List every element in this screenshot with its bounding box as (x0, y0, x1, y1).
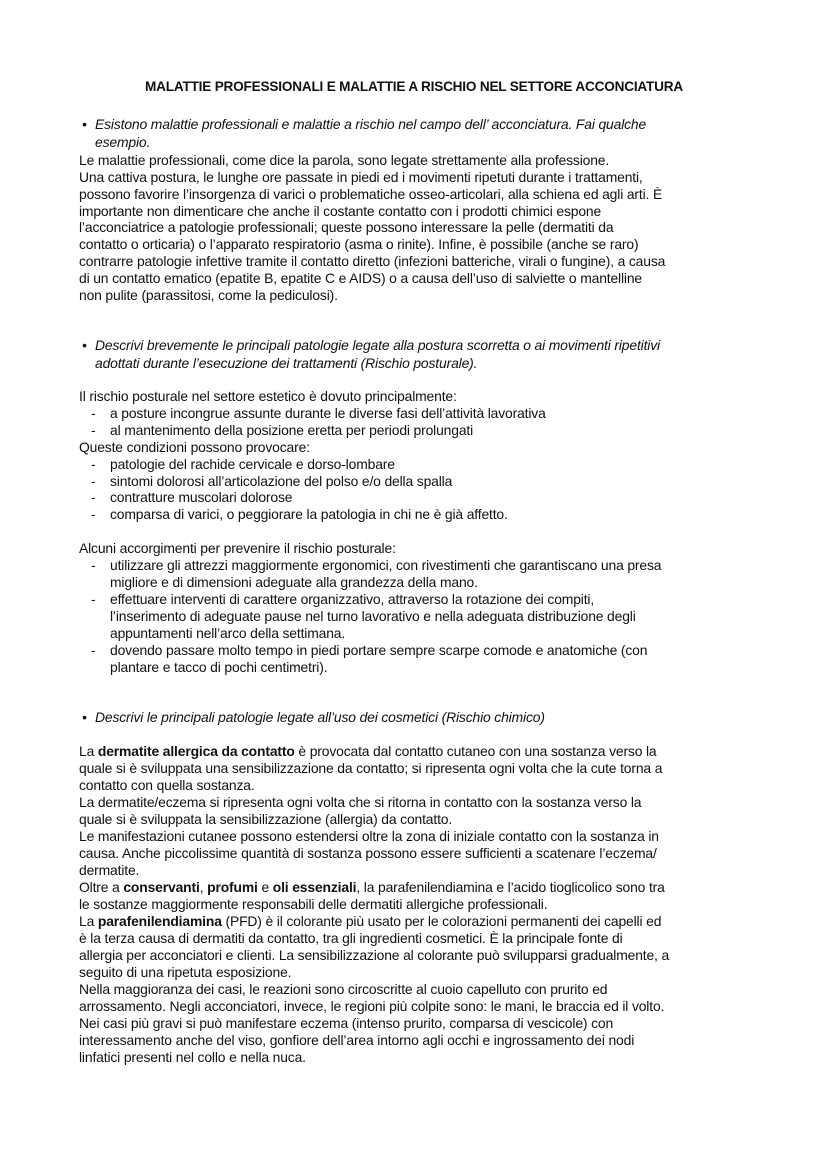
bold-term: conservanti (123, 879, 200, 895)
list-item-text: migliore e di dimensioni adeguate alla grandezza della mano. (110, 574, 478, 590)
paragraph-p3 (79, 540, 661, 676)
text-line (79, 913, 669, 930)
document-title: MALATTIE PROFESSIONALI E MALATTIE A RISCHIO NEL SETTORE ACCONCIATURA (145, 79, 683, 94)
paragraph-p2 (79, 388, 546, 523)
text-line (79, 811, 669, 828)
text-line (79, 473, 546, 490)
text-line (79, 998, 669, 1015)
dash-bullet-icon: - (91, 472, 96, 489)
text-line (79, 134, 646, 152)
list-item-text: contratture muscolari dolorose (110, 489, 293, 506)
bullet-icon: • (82, 337, 87, 353)
question-text: Descrivi brevemente le principali patologie legate alla postura scorretta o ai movimenti ripetitivi (95, 337, 660, 353)
paragraph-text: Queste condizioni possono provocare: (79, 438, 310, 455)
question-q2 (79, 337, 660, 372)
text-line (79, 879, 669, 896)
text-line (79, 405, 546, 422)
question-text: Esistono malattie professionali e malattie a rischio nel campo dell’ acconciatura. Fai qualche (95, 116, 647, 132)
text-segment: e (257, 879, 273, 895)
text-line (79, 947, 669, 964)
dash-bullet-icon: - (91, 421, 96, 438)
text-line (79, 422, 546, 439)
question-text: esempio. (95, 133, 151, 150)
question-text: adottati durante l’esecuzione dei trattamenti (Rischio posturale). (95, 354, 478, 371)
paragraph-text: contrarre patologie infettive tramite il contatto diretto (infezioni batteriche, virali o fungine), a causa (79, 253, 666, 270)
text-line (79, 1049, 669, 1066)
text-segment: quale si è sviluppata la sensibilizzazione (allergia) da contatto. (79, 811, 453, 827)
text-segment: Nella maggioranza dei casi, le reazioni sono circoscritte al cuoio capelluto con prurito ed (79, 981, 608, 997)
paragraph-text: Il rischio posturale nel settore estetico è dovuto principalmente: (79, 388, 457, 404)
text-line (79, 489, 546, 506)
dash-bullet-icon: - (91, 642, 96, 658)
list-item-text: plantare e tacco di pochi centimetri). (110, 659, 328, 675)
paragraph-text: l’acconciatrice a patologie professionali; queste possono interessare la pelle (dermatiti da (79, 219, 614, 236)
text-segment: è provocata dal contatto cutaneo con una sostanza verso la (294, 743, 657, 759)
text-line (79, 777, 669, 794)
paragraph-text: non pulite (parassitosi, come la pediculosi). (79, 286, 338, 303)
text-line (79, 625, 661, 642)
paragraph-text: di un contatto ematico (epatite B, epatite C e AIDS) o a causa dell’uso di salviette o mantelline (79, 269, 643, 286)
bullet-icon: • (82, 709, 87, 725)
question-q1 (79, 116, 646, 151)
text-line (79, 1015, 669, 1032)
text-line (79, 186, 665, 203)
text-line (79, 253, 665, 270)
list-item-text: dovendo passare molto tempo in piedi portare sempre scarpe comode e anatomiche (con (110, 642, 648, 658)
text-segment: dermatite. (79, 862, 140, 878)
question-q3 (79, 709, 545, 726)
dash-bullet-icon: - (91, 591, 96, 607)
text-line (79, 169, 665, 186)
bold-term: dermatite allergica da contatto (97, 743, 295, 759)
text-line (79, 439, 546, 456)
list-item-text: al mantenimento della posizione eretta per periodi prolungati (110, 421, 474, 438)
text-segment: La (79, 913, 98, 929)
text-line (79, 337, 660, 355)
text-segment: causa. Anche piccolissime quantità di sostanza possono essere sufficienti a scatenare l’eczema/ (79, 845, 657, 861)
dash-bullet-icon: - (91, 489, 96, 506)
paragraph-text: Alcuni accorgimenti per prevenire il rischio posturale: (79, 540, 396, 556)
text-line (79, 930, 669, 947)
text-line (79, 794, 669, 811)
text-line (79, 355, 660, 373)
text-segment: (PFD) è il colorante più usato per le colorazioni permanenti dei capelli ed (221, 913, 662, 929)
list-item-text: utilizzare gli attrezzi maggiormente ergonomici, con rivestimenti che garantiscano una presa (110, 557, 662, 573)
text-line (79, 574, 661, 591)
text-line (79, 219, 665, 236)
list-item-text: patologie del rachide cervicale e dorso-lombare (110, 455, 395, 472)
text-segment: è la terza causa di dermatiti da contatto, tra gli ingredienti cosmetici. È la principale fonte di (79, 930, 623, 946)
text-line (79, 152, 665, 169)
text-line (79, 828, 669, 845)
text-line (79, 456, 546, 473)
bold-term: profumi (207, 879, 258, 895)
text-segment: La (79, 743, 98, 759)
text-line (79, 845, 669, 862)
bold-term: oli essenziali (272, 879, 357, 895)
paragraph-text: contatto o orticaria) o l’apparato respiratorio (asma o rinite). Infine, è possibile (anche se raro) (79, 236, 639, 253)
text-line (79, 743, 669, 760)
text-line (79, 896, 669, 913)
text-segment: le sostanze maggiormente responsabili delle dermatiti allergiche professionali. (79, 896, 548, 912)
text-line (79, 270, 665, 287)
list-item-text: appuntamenti nell’arco della settimana. (110, 625, 346, 641)
text-segment: interessamento anche del viso, gonfiore dell’area intorno agli occhi e ingrossamento dei nodi (79, 1032, 635, 1048)
text-line (79, 116, 646, 134)
text-segment: arrossamento. Negli acconciatori, invece, le regioni più colpite sono: le mani, le braccia ed il volto. (79, 998, 665, 1014)
paragraph-text: Una cattiva postura, le lunghe ore passate in piedi ed i movimenti ripetuti durante i trattamenti, (79, 168, 643, 185)
paragraph-p4 (79, 743, 669, 1066)
text-segment: La dermatite/eczema si ripresenta ogni volta che si ritorna in contatto con la sostanza verso la (79, 794, 642, 810)
list-item-text: a posture incongrue assunte durante le diverse fasi dell’attività lavorativa (110, 404, 546, 421)
dash-bullet-icon: - (91, 455, 96, 472)
bullet-icon: • (82, 116, 87, 132)
text-line (79, 540, 661, 557)
text-segment: , (199, 879, 208, 895)
text-segment: allergia per acconciatori e clienti. La sensibilizzazione al colorante può svilupparsi gradualmente, a (79, 947, 670, 963)
text-line (79, 659, 661, 676)
list-item-text: comparsa di varici, o peggiorare la patologia in chi ne è già affetto. (110, 506, 508, 523)
text-line (79, 287, 665, 304)
paragraph-p1 (79, 152, 665, 304)
paragraph-text: importante non dimenticare che anche il costante contatto con i prodotti chimici espone (79, 202, 602, 219)
text-line (79, 1032, 669, 1049)
text-line (79, 388, 546, 405)
text-segment: , la parafenilendiamina e l’acido tioglicolico sono tra (356, 879, 665, 895)
dash-bullet-icon: - (91, 506, 96, 523)
text-line (79, 964, 669, 981)
text-line (79, 608, 661, 625)
text-segment: linfatici presenti nel collo e nella nuca. (79, 1049, 306, 1065)
text-line (79, 506, 546, 523)
text-segment: seguito di una ripetuta esposizione. (79, 964, 292, 980)
dash-bullet-icon: - (91, 404, 96, 421)
text-segment: Le manifestazioni cutanee possono estendersi oltre la zona di iniziale contatto con la sostanza in (79, 828, 659, 844)
text-segment: Nei casi più gravi si può manifestare eczema (intenso prurito, comparsa di vescicole) con (79, 1015, 614, 1031)
text-line (79, 203, 665, 220)
text-line (79, 557, 661, 574)
paragraph-text: Le malattie professionali, come dice la parola, sono legate strettamente alla professione. (79, 152, 610, 168)
text-line (79, 981, 669, 998)
list-item-text: sintomi dolorosi all’articolazione del polso e/o della spalla (110, 472, 453, 489)
list-item-text: effettuare interventi di carattere organizzativo, attraverso la rotazione dei compiti, (110, 591, 595, 607)
text-line (79, 709, 545, 726)
list-item-text: l’inserimento di adeguate pause nel turno lavorativo e nella adeguata distribuzione degli (110, 608, 636, 624)
text-line (79, 591, 661, 608)
text-segment: quale si è sviluppata una sensibilizzazione da contatto; si ripresenta ogni volta che la cute torna a (79, 760, 663, 776)
text-segment: Oltre a (79, 879, 124, 895)
question-text: Descrivi le principali patologie legate all’uso dei cosmetici (Rischio chimico) (95, 709, 545, 725)
text-line (79, 862, 669, 879)
dash-bullet-icon: - (91, 557, 96, 573)
paragraph-text: possono favorire l’insorgenza di varici o problematiche osseo-articolari, alla schiena ed agli arti. È (79, 185, 663, 202)
text-line (79, 760, 669, 777)
text-line (79, 236, 665, 253)
bold-term: parafenilendiamina (97, 913, 222, 929)
text-line (79, 642, 661, 659)
text-segment: contatto con quella sostanza. (79, 777, 255, 793)
